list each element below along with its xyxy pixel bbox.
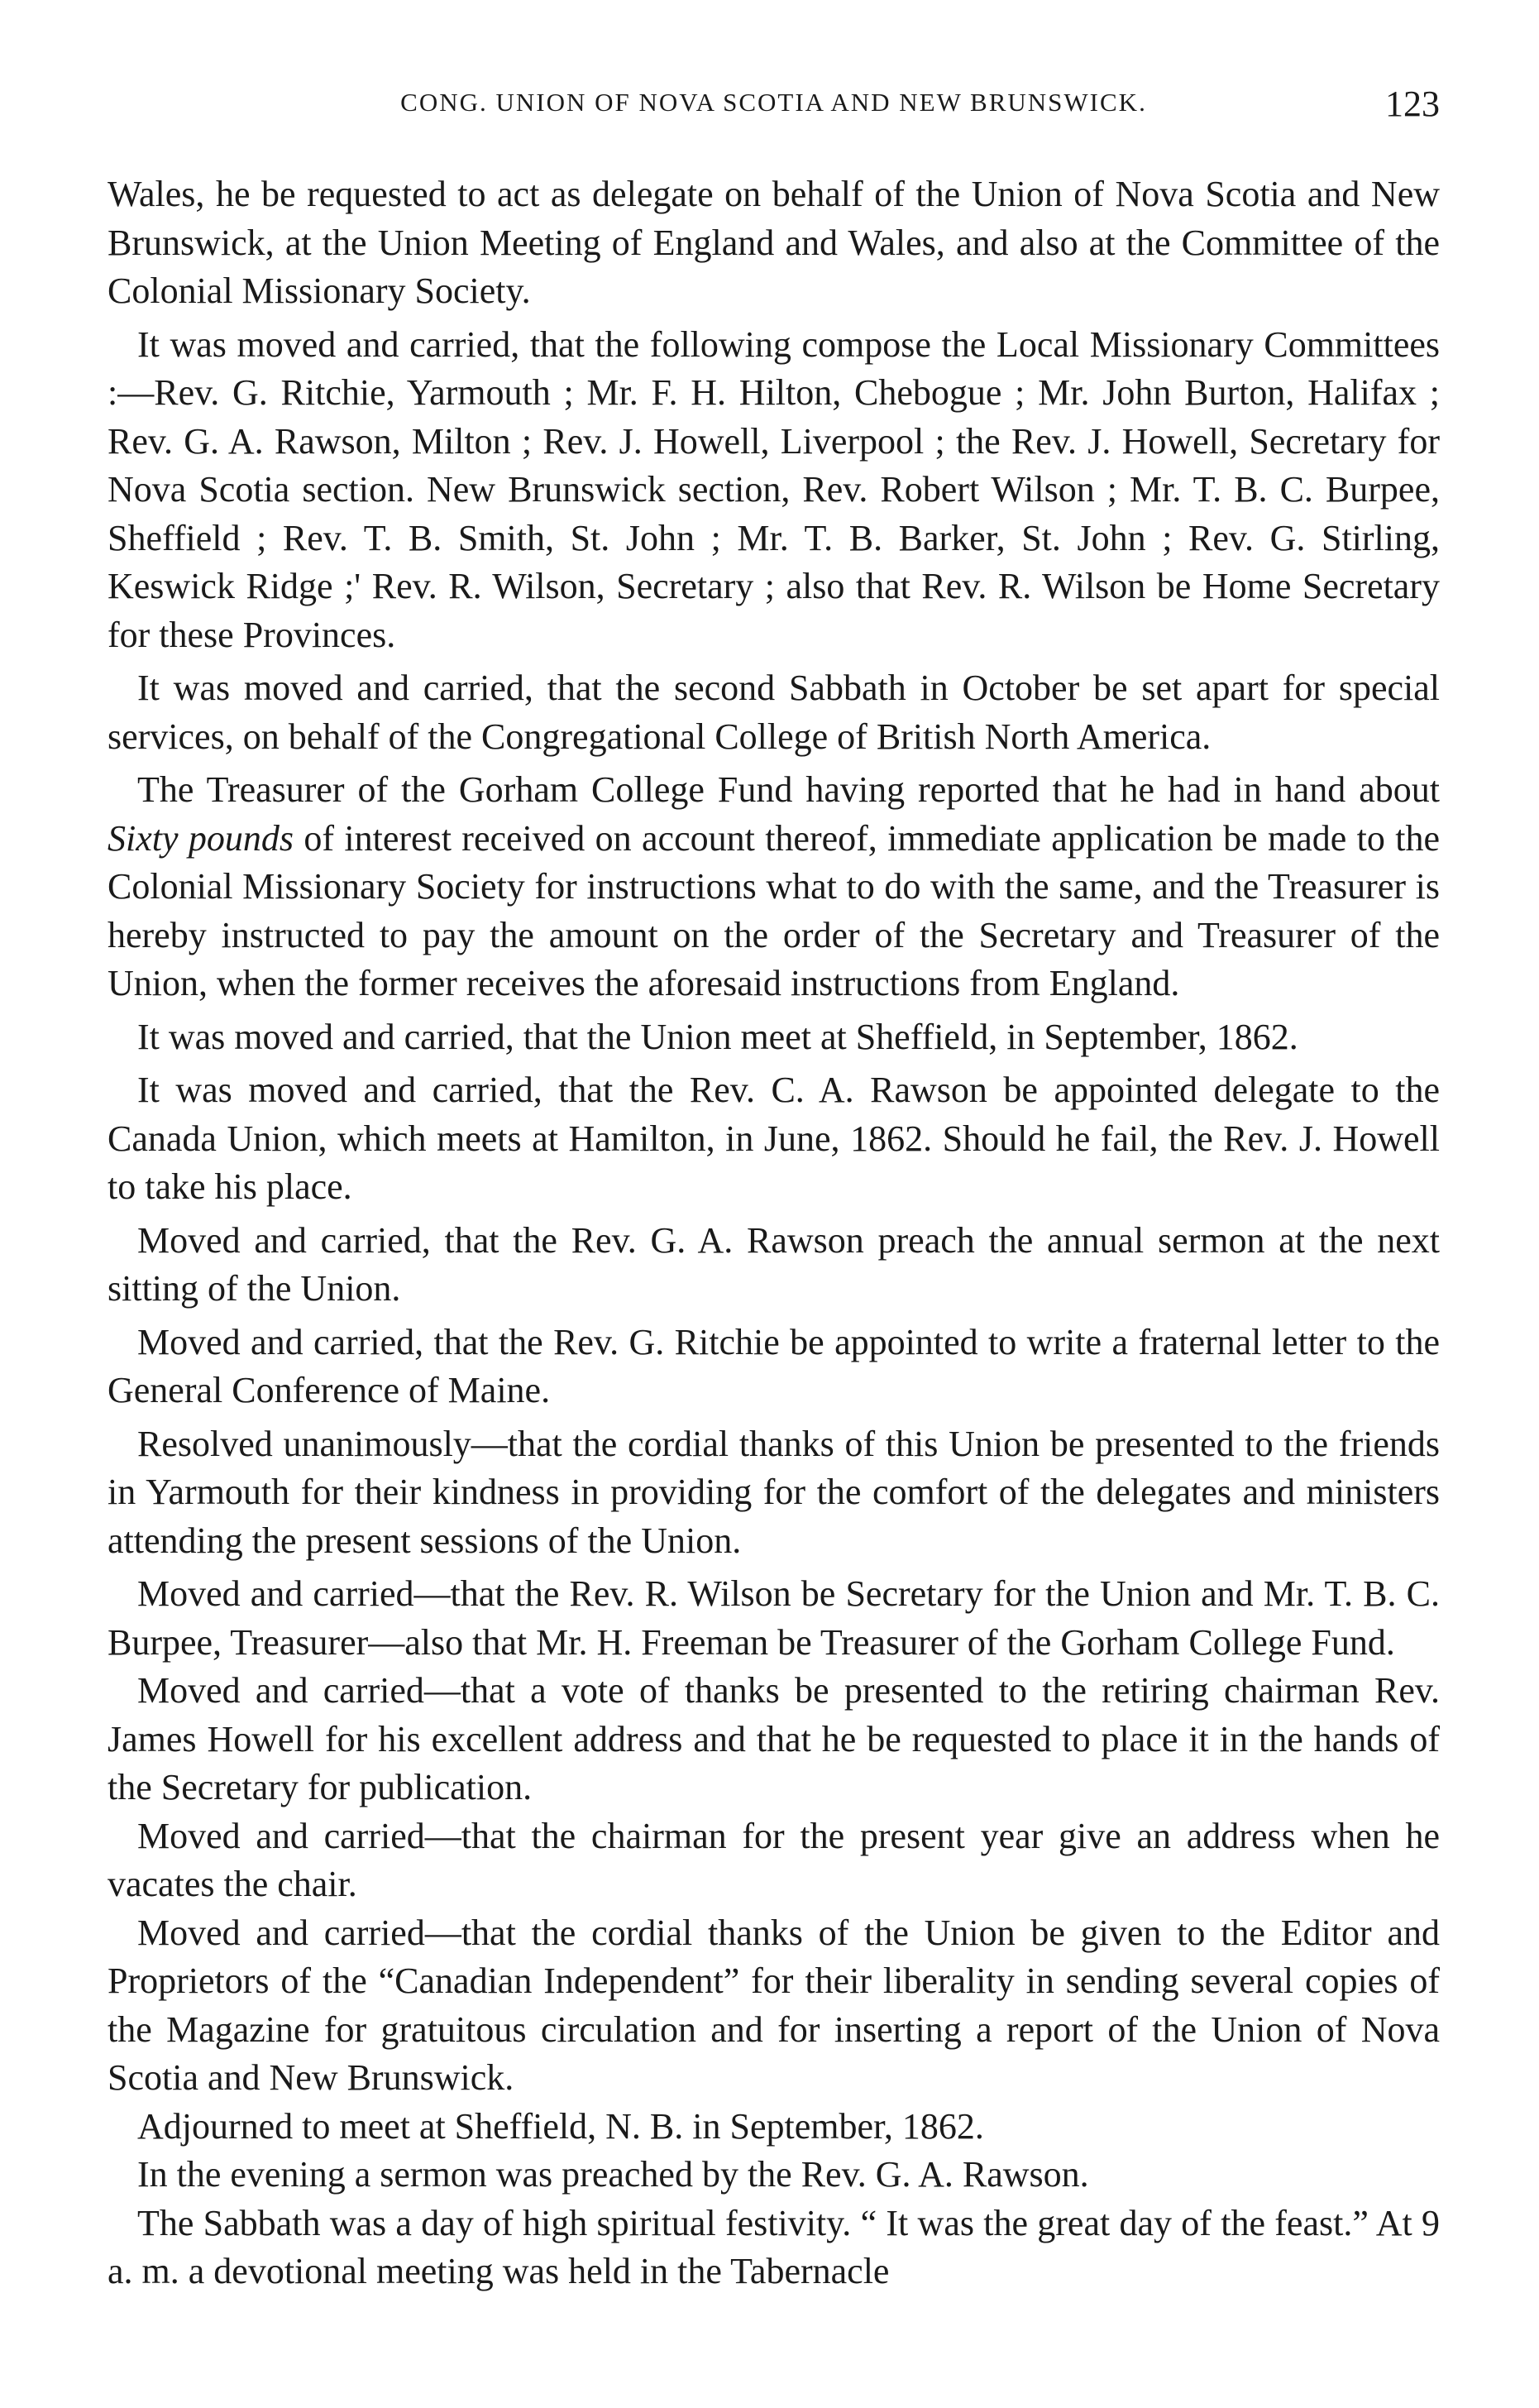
paragraph-meet-sheffield: It was moved and carried, that the Union meet at Sheffield, in September, 1862. [137, 1016, 1298, 1057]
paragraph-canada-union-delegate: It was moved and carried, that the Rev. C. A. Rawson be appointed delegate to the Canada Union, which meets at Hamilton, in June, 1862. Should he fail, the Rev. J. Howell to take his place. [108, 1070, 1440, 1207]
paragraph-adjourned: Adjourned to meet at Sheffield, N. B. in September, 1862. [137, 2105, 984, 2147]
paragraph-sabbath-festivity: The Sabbath was a day of high spiritual festivity. “ It was the great day of the feast.” At 9 a. m. a devotional meeting was held in the Tabernacle [108, 2202, 1440, 2291]
paragraph-canadian-independent: Moved and carried—that the cordial thanks of the Union be given to the Editor and Proprietors of the “Canadian Independent” for their liberality in sending several copies of the Magazine for gratuitous circulation and for inserting a report of the Union of Nova Scotia and New Brunswick. [108, 1912, 1440, 2098]
paragraph-fraternal-letter: Moved and carried, that the Rev. G. Ritchie be appointed to write a fraternal letter to the General Conference of Maine. [108, 1321, 1440, 1410]
running-title: CONG. UNION OF NOVA SCOTIA AND NEW BRUNSWICK. [400, 88, 1147, 117]
page-number: 123 [1385, 84, 1440, 124]
paragraph-gorham-before: The Treasurer of the Gorham College Fund having reported that he had in hand about [137, 769, 1440, 810]
paragraph-vote-of-thanks: Moved and carried—that a vote of thanks be presented to the retiring chairman Rev. James Howell for his excellent address and that he be requested to place it in the hands of the Secretary for publication. [108, 1670, 1440, 1807]
body-text [108, 170, 1440, 2296]
paragraph-annual-sermon: Moved and carried, that the Rev. G. A. Rawson preach the annual sermon at the next sitting of the Union. [108, 1219, 1440, 1309]
paragraph-chairman-address: Moved and carried—that the chairman for the present year give an address when he vacates the chair. [108, 1815, 1440, 1904]
paragraph-evening-sermon: In the evening a sermon was preached by the Rev. G. A. Rawson. [137, 2154, 1089, 2195]
running-header [108, 83, 1440, 136]
paragraph-thanks-yarmouth: Resolved unanimously—that the cordial thanks of this Union be presented to the friends in Yarmouth for their kindness in providing for the comfort of the delegates and ministers attending the present sessions of the Union. [108, 1423, 1440, 1561]
paragraph-gorham-italic: Sixty pounds [108, 817, 294, 859]
paragraph-gorham-after: of interest received on account thereof, immediate application be made to the Colonial Missionary Society for instructions what to do with the same, and the Treasurer is hereby instructed to pay the amount on the order of the Secretary and Treasurer of the Union, when the former receives the aforesaid instructions from England. [108, 817, 1441, 1003]
paragraph-local-missionary-committees: It was moved and carried, that the following compose the Local Missionary Committees :—Rev. G. Ritchie, Yarmouth ; Mr. F. H. Hilton, Chebogue ; Mr. John Burton, Halifax ; Rev. G. A. Rawson, Milton ; Rev. J. Howell, Liverpool ; the Rev. J. Howell, Secretary for Nova Scotia section. New Brunswick section, Rev. Robert Wilson ; Mr. T. B. C. Burpee, Sheffield ; Rev. T. B. Smith, St. John ; Mr. T. B. Barker, St. John ; Rev. G. Stirling, Keswick Ridge ;' Rev. R. Wilson, Secretary ; also that Rev. R. Wilson be Home Secretary for these Provinces. [108, 323, 1440, 655]
paragraph-gorham-college-fund [108, 766, 1440, 1008]
paragraph-continuation: Wales, he be requested to act as delegate on behalf of the Union of Nova Scotia and New Brunswick, at the Union Meeting of England and Wales, and also at the Committee of the Colonial Missionary Society. [108, 174, 1440, 311]
paragraph-second-sabbath: It was moved and carried, that the second Sabbath in October be set apart for special services, on behalf of the Congregational College of British North America. [108, 668, 1440, 757]
paragraph-secretary-treasurer: Moved and carried—that the Rev. R. Wilson be Secretary for the Union and Mr. T. B. C. Burpee, Treasurer—also that Mr. H. Freeman be Treasurer of the Gorham College Fund. [108, 1573, 1440, 1663]
